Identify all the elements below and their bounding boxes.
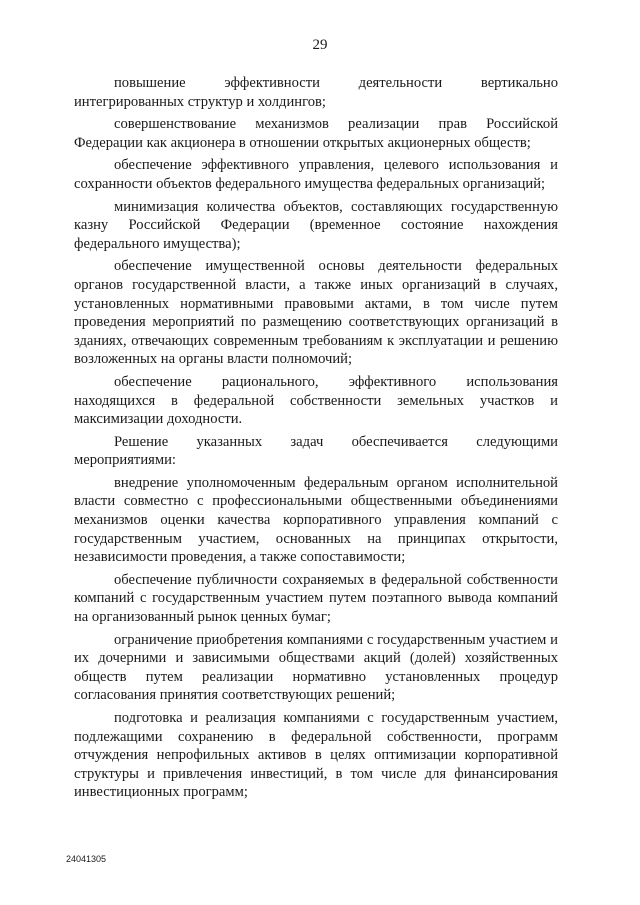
paragraph-1: повышение эффективности деятельности вертикально интегрированных структур и холдингов; — [74, 75, 558, 110]
paragraph-6: обеспечение рационального, эффективного использования находящихся в федеральной собственности земельных участков и максимизации доходности. — [74, 373, 558, 428]
document-body — [74, 74, 558, 806]
page-number: 29 — [312, 37, 328, 53]
footer-document-code: 24041305 — [66, 854, 107, 864]
paragraph-8: внедрение уполномоченным федеральным органом исполнительной власти совместно с профессиональными общественными объединениями механизмов оценки качества корпоративного управления компаний с государственным участием, основанных на принципах открытости, независимости проведения, а также сопоставимости; — [74, 474, 558, 566]
paragraph-2: совершенствование механизмов реализации прав Российской Федерации как акционера в отношении открытых акционерных обществ; — [74, 116, 558, 151]
paragraph-9: обеспечение публичности сохраняемых в федеральной собственности компаний с государственным участием путем поэтапного вывода компаний на организованный рынок ценных бумаг; — [74, 571, 558, 626]
paragraph-4: минимизация количества объектов, составляющих государственную казну Российской Федерации (временное состояние нахождения федерального имущества); — [74, 198, 558, 252]
paragraph-5: обеспечение имущественной основы деятельности федеральных органов государственной власти, а также иных организаций в случаях, установленных нормативными правовыми актами, в том числе путем проведения мероприятий по размещению соответствующих организаций в зданиях, отвечающих современным требованиям к эксплуатации и решению возложенных на органы власти полномочий; — [74, 258, 558, 368]
paragraph-7: Решение указанных задач обеспечивается следующими мероприятиями: — [74, 433, 558, 469]
paragraph-11: подготовка и реализация компаниями с государственным участием, подлежащими сохранению в федеральной собственности, программ отчуждения непрофильных активов в целях оптимизации корпоративной структуры и привлечения инвестиций, в том числе для финансирования инвестиционных программ; — [74, 710, 558, 801]
paragraph-3: обеспечение эффективного управления, целевого использования и сохранности объектов федерального имущества федеральных организаций; — [74, 157, 558, 192]
paragraph-10: ограничение приобретения компаниями с государственным участием и их дочерними и зависимыми обществами акций (долей) хозяйственных обществ путем реализации нормативно установленных процедур согласования принятия соответствующих решений; — [74, 631, 558, 704]
